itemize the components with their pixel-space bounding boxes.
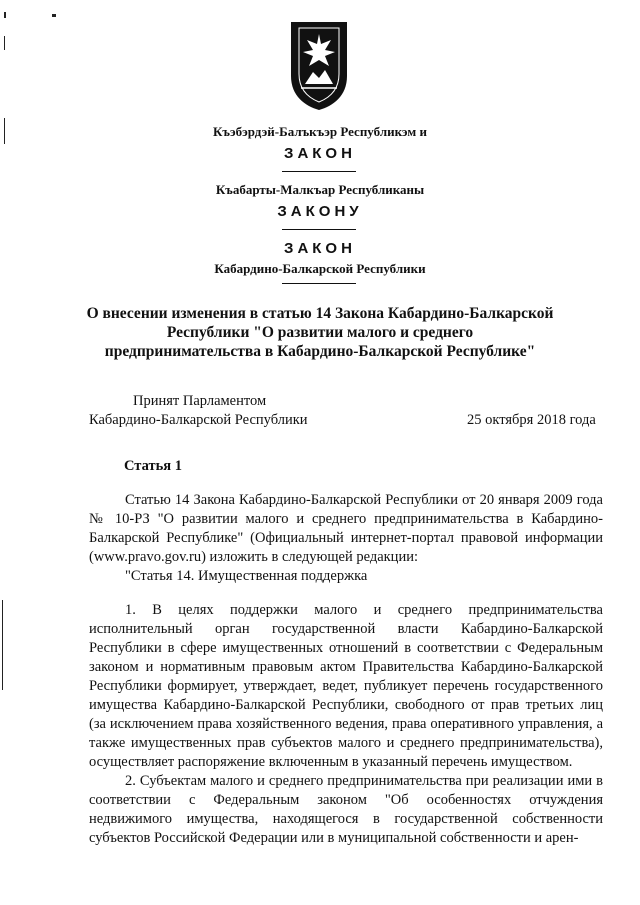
law-title-line: предпринимательства в Кабардино-Балкарской Республике" xyxy=(104,343,536,360)
header-line-kabardian: Къэбэрдэй-Балъкъэр Республикэм и xyxy=(212,124,428,139)
header-line-balkar: Къабарты-Малкъар Республиканы xyxy=(215,182,425,197)
paragraph-2: 2. Субъектам малого и среднего предпринимательства при реализации ими в соответствии с Федеральным законом "Об особенностях отчуждения недвижимого имущества, находящегося в государственной собственности субъектов Российской Федерации или в муниципальной собственности и арен- xyxy=(89,773,603,846)
law-title-line: Республики "О развитии малого и среднего xyxy=(166,324,474,341)
scan-mark xyxy=(4,12,6,18)
divider xyxy=(282,171,356,172)
header-zakon-russian: ЗАКОН xyxy=(284,240,356,257)
paragraph-1: 1. В целях поддержки малого и среднего предпринимательства исполнительный орган государственной власти Кабардино-Балкарской Республики в сфере имущественных отношений в соответствии с Федеральным законом и нормативным правовым актом Правительства Кабардино-Балкарской Республики формирует, утверждает, ведет, публикует перечень государственного имущества Кабардино-Балкарской Республики, свободного от прав третьих лиц (за исключением права хозяйственного ведения, права оперативного управления, а также имущественных прав субъектов малого и среднего предпринимательства), осуществляет распоряжение включенным в указанный перечень имуществом. xyxy=(89,602,603,770)
article-heading: Статья 1 xyxy=(124,458,182,474)
law-title xyxy=(0,304,640,361)
divider xyxy=(282,229,356,230)
article-intro: Статью 14 Закона Кабардино-Балкарской Республики от 20 января 2009 года № 10-РЗ "О развитии малого и среднего предпринимательства в Кабардино-Балкарской Республике" (Официальный интернет-портал правовой информации (www.pravo.gov.ru) изложить в следующей редакции: xyxy=(89,492,603,565)
header-zakon-kabardian: ЗАКОН xyxy=(284,145,356,162)
scan-mark xyxy=(4,36,5,50)
header-zakon-balkar: ЗАКОНУ xyxy=(277,203,363,220)
adopted-by-parliament: Кабардино-Балкарской Республики xyxy=(89,412,308,428)
adoption-date: 25 октября 2018 года xyxy=(467,412,596,428)
divider xyxy=(282,283,356,284)
scan-mark xyxy=(2,600,3,690)
article-intro-block xyxy=(89,491,603,586)
header-line-russian: Кабардино-Балкарской Республики xyxy=(214,261,426,276)
coat-of-arms-emblem xyxy=(287,18,351,112)
quoted-article-heading: "Статья 14. Имущественная поддержка xyxy=(125,568,368,584)
adopted-by: Принят Парламентом xyxy=(133,393,267,409)
law-title-line: О внесении изменения в статью 14 Закона Кабардино-Балкарской xyxy=(86,305,554,322)
article-paragraphs xyxy=(89,601,603,848)
scan-mark xyxy=(52,14,56,17)
